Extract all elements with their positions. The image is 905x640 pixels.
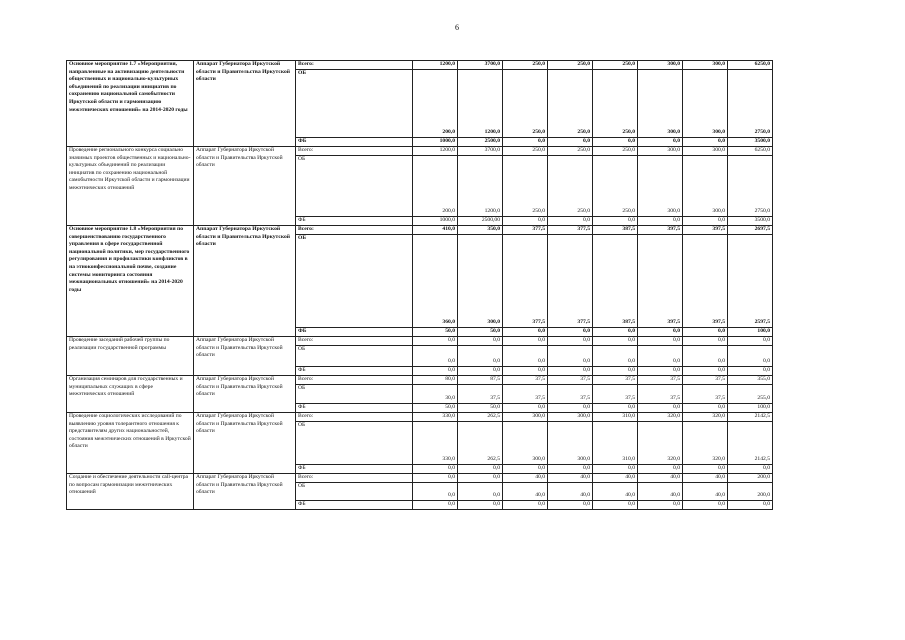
year-value: 250,0 (548, 147, 593, 156)
funding-source: ФБ (296, 217, 413, 226)
year-value: 310,0 (593, 413, 638, 422)
year-value: 397,5 (638, 235, 683, 328)
year-value: 0,0 (458, 474, 503, 483)
year-value: 3700,0 (458, 147, 503, 156)
year-value: 0,0 (548, 328, 593, 337)
year-value: 0,0 (683, 346, 728, 367)
total-value: 255,0 (728, 385, 773, 404)
year-value: 0,0 (503, 346, 548, 367)
year-value: 0,0 (503, 465, 548, 474)
year-value: 0,0 (413, 483, 458, 501)
total-value: 2142,5 (728, 422, 773, 465)
year-value: 1000,0 (413, 138, 458, 147)
year-value: 262,5 (458, 422, 503, 465)
year-value: 0,0 (458, 483, 503, 501)
year-value: 0,0 (593, 465, 638, 474)
funding-source: ОБ (296, 70, 413, 138)
year-value: 40,0 (593, 483, 638, 501)
year-value: 50,0 (458, 404, 503, 413)
year-value: 1200,0 (413, 61, 458, 70)
funding-source: ОБ (296, 483, 413, 501)
year-value: 300,0 (683, 156, 728, 217)
year-value: 0,0 (638, 337, 683, 346)
year-value: 300,0 (638, 156, 683, 217)
year-value: 0,0 (413, 474, 458, 483)
year-value: 250,0 (593, 147, 638, 156)
year-value: 0,0 (593, 346, 638, 367)
year-value: 300,0 (458, 235, 503, 328)
funding-source: ФБ (296, 465, 413, 474)
year-value: 0,0 (638, 367, 683, 376)
total-value: 3500,0 (728, 138, 773, 147)
year-value: 377,5 (503, 226, 548, 235)
year-value: 300,0 (503, 422, 548, 465)
page-number: 6 (455, 23, 459, 32)
total-value: 6250,0 (728, 147, 773, 156)
year-value: 0,0 (683, 404, 728, 413)
year-value: 0,0 (638, 346, 683, 367)
year-value: 250,0 (503, 70, 548, 138)
table-body (67, 61, 773, 510)
activity-name: Создание и обеспечение деятельности call-центра по вопросам гармонизации межэтнических отношений (67, 474, 194, 510)
year-value: 397,5 (683, 235, 728, 328)
year-value: 0,0 (458, 346, 503, 367)
funding-source: ФБ (296, 328, 413, 337)
year-value: 1200,0 (458, 156, 503, 217)
year-value: 387,5 (593, 235, 638, 328)
table-row (67, 376, 773, 385)
year-value: 330,0 (413, 422, 458, 465)
year-value: 40,0 (638, 474, 683, 483)
year-value: 0,0 (503, 328, 548, 337)
year-value: 0,0 (593, 367, 638, 376)
year-value: 3700,0 (458, 61, 503, 70)
year-value: 40,0 (548, 474, 593, 483)
activity-name: Основное мероприятие 1.8 «Мероприятия по совершенствованию государственного управления в сфере государственной национальной политики, мер государственного регулирования и профилактики конфликтов в на этноконфессиональной почве, создание системы мониторинга состояния межнациональных отношений» на 2014-2020 годы (67, 226, 194, 337)
year-value: 0,0 (638, 217, 683, 226)
funding-source: Всего: (296, 61, 413, 70)
year-value: 0,0 (593, 138, 638, 147)
activity-name: Основное мероприятие 1.7 «Мероприятия, направленные на активизацию деятельности общественных и национально-культурных объединений по реализации инициатив по сохранению национальной самобытности Иркутской области и гармонизацию межэтнических отношений» на 2014-2020 годы (67, 61, 194, 147)
year-value: 37,5 (458, 385, 503, 404)
year-value: 250,0 (593, 70, 638, 138)
year-value: 300,0 (548, 413, 593, 422)
year-value: 0,0 (548, 138, 593, 147)
year-value: 250,0 (503, 61, 548, 70)
year-value: 0,0 (548, 217, 593, 226)
year-value: 37,5 (548, 376, 593, 385)
year-value: 50,0 (413, 328, 458, 337)
funding-source: ОБ (296, 346, 413, 367)
year-value: 250,0 (593, 156, 638, 217)
activity-name: Проведение социологических исследований по выявлению уровня толерантного отношения к представителям других национальностей, состояния межэтнических отношений в Иркутской области (67, 413, 194, 474)
year-value: 397,5 (638, 226, 683, 235)
year-value: 1200,0 (458, 70, 503, 138)
year-value: 0,0 (593, 501, 638, 510)
year-value: 0,0 (548, 346, 593, 367)
funding-source: Всего: (296, 413, 413, 422)
year-value: 300,0 (638, 61, 683, 70)
year-value: 300,0 (683, 147, 728, 156)
year-value: 0,0 (548, 367, 593, 376)
year-value: 0,0 (548, 404, 593, 413)
table-row (67, 337, 773, 346)
year-value: 0,0 (503, 337, 548, 346)
year-value: 200,0 (413, 156, 458, 217)
year-value: 0,0 (638, 328, 683, 337)
year-value: 0,0 (458, 337, 503, 346)
year-value: 0,0 (683, 337, 728, 346)
year-value: 377,5 (548, 226, 593, 235)
funding-source: ФБ (296, 501, 413, 510)
year-value: 0,0 (638, 404, 683, 413)
year-value: 300,0 (683, 61, 728, 70)
year-value: 0,0 (548, 337, 593, 346)
year-value: 0,0 (413, 337, 458, 346)
year-value: 0,0 (683, 138, 728, 147)
executor: Аппарат Губернатора Иркутской области и Правительства Иркутской области (194, 337, 296, 376)
year-value: 0,0 (413, 465, 458, 474)
year-value: 0,0 (458, 465, 503, 474)
year-value: 40,0 (548, 483, 593, 501)
year-value: 0,0 (638, 501, 683, 510)
year-value: 30,0 (413, 385, 458, 404)
year-value: 0,0 (683, 367, 728, 376)
year-value: 387,5 (593, 226, 638, 235)
total-value: 3500,0 (728, 217, 773, 226)
year-value: 0,0 (503, 217, 548, 226)
year-value: 0,0 (458, 367, 503, 376)
funding-source: Всего: (296, 474, 413, 483)
year-value: 0,0 (593, 217, 638, 226)
executor: Аппарат Губернатора Иркутской области и Правительства Иркутской области (194, 474, 296, 510)
funding-source: Всего: (296, 147, 413, 156)
budget-table (66, 60, 773, 510)
year-value: 300,0 (548, 422, 593, 465)
executor: Аппарат Губернатора Иркутской области и Правительства Иркутской области (194, 376, 296, 413)
year-value: 0,0 (548, 501, 593, 510)
year-value: 250,0 (503, 156, 548, 217)
year-value: 0,0 (593, 328, 638, 337)
executor: Аппарат Губернатора Иркутской области и Правительства Иркутской области (194, 413, 296, 474)
year-value: 0,0 (548, 465, 593, 474)
executor: Аппарат Губернатора Иркутской области и Правительства Иркутской области (194, 226, 296, 337)
year-value: 37,5 (593, 376, 638, 385)
total-value: 0,0 (728, 346, 773, 367)
year-value: 397,5 (683, 226, 728, 235)
year-value: 0,0 (683, 217, 728, 226)
year-value: 37,5 (638, 385, 683, 404)
table-row (67, 61, 773, 70)
year-value: 1000,0 (413, 217, 458, 226)
year-value: 50,0 (458, 328, 503, 337)
executor: Аппарат Губернатора Иркутской области и Правительства Иркутской области (194, 147, 296, 226)
table-row (67, 474, 773, 483)
activity-name: Проведение регионального конкурса социально значимых проектов общественных и национально-культурных объединений по реализации инициатив по сохранению национальной самобытности Иркутской области и гармонизации межэтнических отношений (67, 147, 194, 226)
year-value: 0,0 (638, 138, 683, 147)
year-value: 0,0 (503, 404, 548, 413)
funding-source: Всего: (296, 376, 413, 385)
table-row (67, 226, 773, 235)
total-value: 2750,0 (728, 70, 773, 138)
year-value: 377,5 (503, 235, 548, 328)
year-value: 40,0 (638, 483, 683, 501)
year-value: 300,0 (683, 70, 728, 138)
year-value: 410,0 (413, 226, 458, 235)
year-value: 40,0 (683, 474, 728, 483)
year-value: 0,0 (683, 328, 728, 337)
funding-source: Всего: (296, 226, 413, 235)
total-value: 0,0 (728, 465, 773, 474)
funding-source: ОБ (296, 235, 413, 328)
year-value: 0,0 (413, 501, 458, 510)
year-value: 37,5 (593, 385, 638, 404)
funding-source: ФБ (296, 367, 413, 376)
year-value: 37,5 (503, 376, 548, 385)
total-value: 200,0 (728, 474, 773, 483)
total-value: 200,0 (728, 483, 773, 501)
total-value: 100,0 (728, 404, 773, 413)
year-value: 250,0 (503, 147, 548, 156)
funding-source: ОБ (296, 385, 413, 404)
year-value: 0,0 (413, 346, 458, 367)
year-value: 0,0 (413, 367, 458, 376)
year-value: 250,0 (548, 70, 593, 138)
year-value: 0,0 (503, 367, 548, 376)
year-value: 40,0 (683, 483, 728, 501)
year-value: 250,0 (548, 61, 593, 70)
year-value: 200,0 (413, 70, 458, 138)
total-value: 2750,0 (728, 156, 773, 217)
year-value: 0,0 (683, 465, 728, 474)
activity-name: Организация семинаров для государственных и муниципальных служащих в сфере межэтнических отношений (67, 376, 194, 413)
year-value: 37,5 (683, 376, 728, 385)
total-value: 0,0 (728, 337, 773, 346)
year-value: 80,0 (413, 376, 458, 385)
total-value: 355,0 (728, 376, 773, 385)
year-value: 37,5 (683, 385, 728, 404)
year-value: 0,0 (683, 501, 728, 510)
funding-source: ОБ (296, 422, 413, 465)
funding-source: ФБ (296, 404, 413, 413)
executor: Аппарат Губернатора Иркутской области и Правительства Иркутской области (194, 61, 296, 147)
year-value: 0,0 (593, 337, 638, 346)
year-value: 0,0 (503, 138, 548, 147)
year-value: 330,0 (413, 413, 458, 422)
funding-source: Всего: (296, 337, 413, 346)
year-value: 0,0 (458, 501, 503, 510)
year-value: 300,0 (503, 413, 548, 422)
year-value: 350,0 (458, 226, 503, 235)
year-value: 377,5 (548, 235, 593, 328)
year-value: 40,0 (503, 483, 548, 501)
year-value: 0,0 (638, 465, 683, 474)
total-value: 2597,5 (728, 235, 773, 328)
year-value: 2500,0 (458, 138, 503, 147)
year-value: 50,0 (413, 404, 458, 413)
year-value: 250,0 (593, 61, 638, 70)
table-row (67, 413, 773, 422)
year-value: 0,0 (593, 404, 638, 413)
year-value: 310,0 (593, 422, 638, 465)
year-value: 300,0 (638, 70, 683, 138)
year-value: 360,0 (413, 235, 458, 328)
year-value: 37,5 (503, 385, 548, 404)
year-value: 300,0 (638, 147, 683, 156)
table-row (67, 147, 773, 156)
total-value: 6250,0 (728, 61, 773, 70)
year-value: 250,0 (548, 156, 593, 217)
year-value: 40,0 (503, 474, 548, 483)
year-value: 262,5 (458, 413, 503, 422)
total-value: 100,0 (728, 328, 773, 337)
total-value: 0,0 (728, 501, 773, 510)
year-value: 1200,0 (413, 147, 458, 156)
total-value: 0,0 (728, 367, 773, 376)
total-value: 2697,5 (728, 226, 773, 235)
funding-source: ФБ (296, 138, 413, 147)
year-value: 87,5 (458, 376, 503, 385)
activity-name: Проведение заседаний рабочей группы по реализации государственной программы (67, 337, 194, 376)
year-value: 0,0 (503, 501, 548, 510)
total-value: 2142,5 (728, 413, 773, 422)
funding-source: ОБ (296, 156, 413, 217)
year-value: 40,0 (593, 474, 638, 483)
year-value: 37,5 (638, 376, 683, 385)
year-value: 320,0 (638, 422, 683, 465)
year-value: 2500,00 (458, 217, 503, 226)
year-value: 320,0 (683, 413, 728, 422)
year-value: 320,0 (638, 413, 683, 422)
year-value: 37,5 (548, 385, 593, 404)
year-value: 320,0 (683, 422, 728, 465)
